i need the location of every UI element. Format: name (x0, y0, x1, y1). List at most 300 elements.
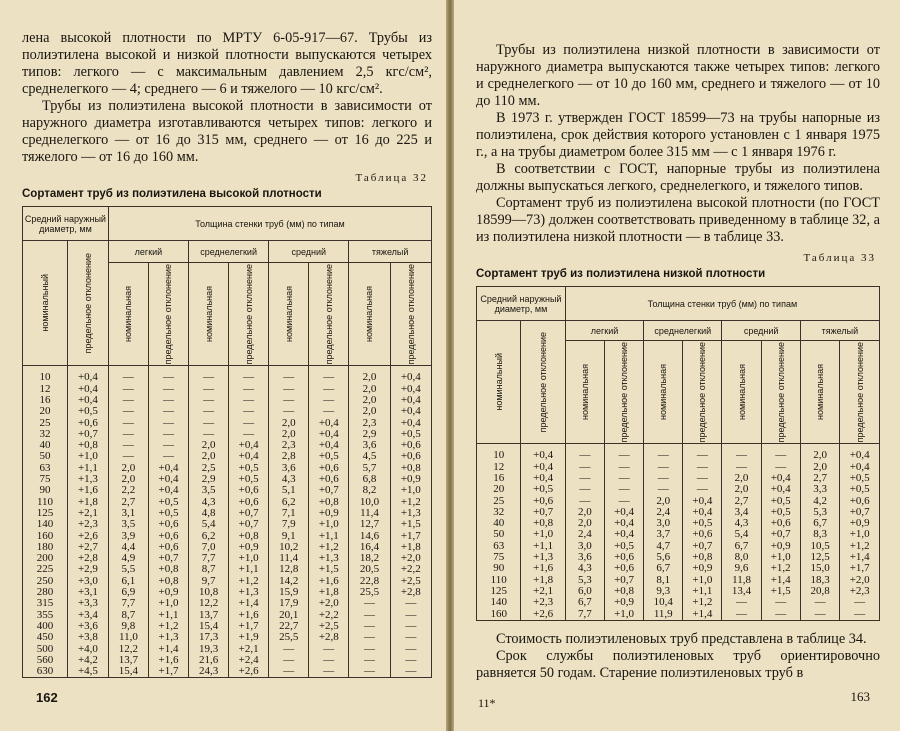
table-cell: 10,2 (269, 542, 309, 553)
table-32 (22, 206, 432, 678)
table-cell: — (229, 406, 269, 417)
table-cell: +2,7 (67, 542, 108, 553)
table-cell: — (229, 395, 269, 406)
table-cell: — (108, 451, 148, 462)
table-cell: 50 (477, 529, 521, 540)
nominal-header: номинальный (39, 274, 50, 332)
table-cell: +0,9 (683, 563, 722, 574)
table-cell: — (390, 666, 431, 678)
type-header: среднелегкий (189, 241, 269, 263)
table-cell: +3,0 (67, 576, 108, 587)
table-cell: 6,2 (269, 497, 309, 508)
table-row (23, 366, 432, 384)
table-cell: +0,6 (148, 542, 188, 553)
table-cell: +4,0 (67, 644, 108, 655)
table-cell: 6,9 (108, 587, 148, 598)
table-cell: +1,0 (521, 529, 565, 540)
table-cell: 2,0 (722, 484, 761, 495)
nominal-header: номинальная (203, 286, 214, 343)
type-header: средний (269, 241, 349, 263)
table-cell: 250 (23, 576, 68, 587)
table-cell: 12 (477, 462, 521, 473)
table-cell: — (722, 462, 761, 473)
table-cell: +1,4 (148, 644, 188, 655)
table-cell: +1,6 (521, 563, 565, 574)
table-cell: 63 (23, 463, 68, 474)
table-cell: — (605, 444, 644, 462)
table-cell: +0,9 (148, 587, 188, 598)
table-cell: +1,8 (390, 542, 431, 553)
table-cell: +0,6 (67, 418, 108, 429)
table-cell: 3,6 (349, 440, 390, 451)
signature-mark: 11* (478, 696, 496, 710)
table-cell: 10,0 (349, 497, 390, 508)
table-cell: 3,9 (108, 531, 148, 542)
nominal-header: номинальная (123, 286, 134, 343)
deviation-header: предельное отклонение (619, 342, 630, 443)
table-cell: 2,0 (800, 444, 840, 462)
table-cell: 630 (23, 666, 68, 678)
table-cell: +0,7 (67, 429, 108, 440)
table-cell: 6,7 (800, 518, 840, 529)
table-cell: 63 (477, 541, 521, 552)
table-cell: 50 (23, 451, 68, 462)
thickness-header: Толщина стенки труб (мм) по типам (108, 207, 431, 241)
table-cell: 4,3 (269, 474, 309, 485)
table-cell: +3,6 (67, 621, 108, 632)
table-cell: +1,1 (67, 463, 108, 474)
table-cell: 110 (477, 575, 521, 586)
table-cell: — (148, 429, 188, 440)
table-cell: 500 (23, 644, 68, 655)
table-cell: +2,6 (229, 666, 269, 678)
table-cell: — (565, 444, 604, 462)
table-cell: +2,0 (309, 598, 349, 609)
table-cell: 12 (23, 384, 68, 395)
table-cell: +2,1 (229, 644, 269, 655)
table-cell: 16 (23, 395, 68, 406)
table-cell: 8,1 (644, 575, 683, 586)
table-cell: 450 (23, 632, 68, 643)
table-cell: +0,4 (67, 384, 108, 395)
table-cell: 6,7 (565, 597, 604, 608)
table-cell: — (683, 444, 722, 462)
table-cell: 18,2 (349, 553, 390, 564)
table-cell: — (269, 644, 309, 655)
table-cell: 4,3 (189, 497, 229, 508)
table-cell: +0,5 (683, 518, 722, 529)
table-cell: 9,3 (644, 586, 683, 597)
table-cell: +1,6 (309, 576, 349, 587)
table-cell: +0,6 (229, 497, 269, 508)
table-cell: +1,5 (390, 519, 431, 530)
table-cell: +0,7 (521, 507, 565, 518)
table-cell: +1,2 (229, 576, 269, 587)
type-header: легкий (565, 321, 643, 341)
table-cell: — (229, 429, 269, 440)
table-cell: 2,7 (800, 473, 840, 484)
table-cell: 9,1 (269, 531, 309, 542)
table-cell: 2,4 (644, 507, 683, 518)
table-cell: 20 (23, 406, 68, 417)
table-cell: 10,8 (189, 587, 229, 598)
table-cell: +0,8 (683, 552, 722, 563)
paragraph: Трубы из полиэтилена высокой плотности в зависимости от наружного диаметра изготавливаются четырех типов: легкого и среднелегкого — от 16 до 315 мм, среднего — от 16 до 225 и тяжелого — от 16 до 160 мм. (22, 98, 432, 165)
table-cell: 15,4 (189, 621, 229, 632)
table-cell: +0,6 (683, 529, 722, 540)
table-cell: — (761, 609, 800, 621)
table-row (23, 666, 432, 678)
table-cell: — (349, 666, 390, 678)
table-body (477, 444, 880, 620)
table-cell: 160 (23, 531, 68, 542)
table-cell: 5,7 (349, 463, 390, 474)
table-cell: — (148, 395, 188, 406)
table-cell: +0,6 (605, 563, 644, 574)
table-cell: +0,6 (309, 474, 349, 485)
table-cell: 10,4 (644, 597, 683, 608)
table-cell: +0,7 (761, 529, 800, 540)
table-cell: 20 (477, 484, 521, 495)
type-header: средний (722, 321, 800, 341)
table-cell: 16 (477, 473, 521, 484)
table-cell: 2,3 (269, 440, 309, 451)
table-row (477, 609, 880, 621)
table-cell: — (605, 496, 644, 507)
table-cell: 4,2 (800, 496, 840, 507)
table-cell: 17,9 (269, 598, 309, 609)
table-body (23, 366, 432, 678)
table-cell: +0,4 (605, 529, 644, 540)
table-cell: 17,3 (189, 632, 229, 643)
table-33 (476, 286, 880, 621)
table-cell: +0,4 (390, 384, 431, 395)
table-cell: 7,0 (189, 542, 229, 553)
type-header: тяжелый (800, 321, 879, 341)
table-cell: +0,8 (148, 576, 188, 587)
table-cell: 3,3 (800, 484, 840, 495)
table-cell: 8,2 (349, 485, 390, 496)
table-cell: — (269, 655, 309, 666)
table-cell: 5,4 (189, 519, 229, 530)
table-cell: — (269, 384, 309, 395)
table-cell: 4,3 (722, 518, 761, 529)
table-cell: 2,9 (349, 429, 390, 440)
table-cell: — (390, 632, 431, 643)
table-cell: 2,0 (269, 418, 309, 429)
table-cell: +1,3 (229, 587, 269, 598)
table-cell: +1,6 (229, 610, 269, 621)
table-cell: +0,5 (148, 497, 188, 508)
table-row (477, 597, 880, 608)
table-cell: — (189, 395, 229, 406)
paragraph: лена высокой плотности по МРТУ 6-05-917—67. Трубы из полиэтилена высокой и низкой плотности выпускаются четырех типов: легкого — с максимальным давлением 2,5 кгс/см², среднелегкого — 4; среднего — 6 и тяжелого — 10 кгс/см². (22, 30, 432, 97)
table-cell: 4,7 (644, 541, 683, 552)
table-cell: 5,5 (108, 564, 148, 575)
table-cell: +0,6 (840, 496, 880, 507)
table-label: Таблица 32 (355, 172, 428, 184)
table-cell: +0,4 (761, 473, 800, 484)
table-cell: +0,7 (605, 575, 644, 586)
table-cell: — (840, 609, 880, 621)
table-cell: +1,1 (229, 564, 269, 575)
table-cell: 2,8 (269, 451, 309, 462)
table-cell: 13,7 (189, 610, 229, 621)
table-cell: +0,4 (521, 462, 565, 473)
table-cell: +0,9 (761, 541, 800, 552)
table-cell: 2,0 (722, 473, 761, 484)
table-cell: +0,5 (309, 451, 349, 462)
table-cell: +1,0 (840, 529, 880, 540)
table-cell: 75 (23, 474, 68, 485)
paragraph: Сортамент труб из полиэтилена высокой плотности (по ГОСТ 18599—73) должен соответствовать приведенному в таблице 32, а из полиэтилена низкой плотности — в таблице 33. (476, 195, 880, 245)
table-cell: +0,6 (521, 496, 565, 507)
table-cell: +2,5 (390, 576, 431, 587)
table-cell: — (309, 655, 349, 666)
table-cell: +0,8 (605, 586, 644, 597)
deviation-header: предельное отклонение (243, 264, 254, 365)
page-number: 163 (850, 689, 870, 704)
type-header: среднелегкий (644, 321, 722, 341)
table-cell: +0,7 (229, 508, 269, 519)
paragraph: В соответствии с ГОСТ, напорные трубы из полиэтилена должны выпускаться легкого, среднелегкого, и тяжелого типов. (476, 161, 880, 194)
table-cell: 2,0 (349, 384, 390, 395)
diameter-header: Средний наружный диаметр, мм (23, 207, 109, 241)
table-cell: 3,4 (722, 507, 761, 518)
table-cell: 11,4 (269, 553, 309, 564)
table-cell: +1,4 (683, 609, 722, 621)
table-cell: +2,3 (67, 519, 108, 530)
table-cell: 6,7 (644, 563, 683, 574)
table-cell: 2,0 (565, 518, 604, 529)
table-cell: — (605, 462, 644, 473)
table-cell: 19,3 (189, 644, 229, 655)
table-cell: — (683, 484, 722, 495)
table-cell: +0,4 (521, 473, 565, 484)
table-cell: +1,7 (148, 666, 188, 678)
table-cell: +4,2 (67, 655, 108, 666)
table-cell: 10,5 (800, 541, 840, 552)
table-cell: +0,4 (309, 429, 349, 440)
table-cell: +0,4 (148, 485, 188, 496)
table-cell: 90 (23, 485, 68, 496)
table-cell: 9,7 (189, 576, 229, 587)
nominal-header: номинальная (283, 286, 294, 343)
table-cell: — (605, 484, 644, 495)
table-cell: +1,2 (683, 597, 722, 608)
table-cell: 15,0 (800, 563, 840, 574)
table-cell: 90 (477, 563, 521, 574)
table-cell: — (390, 621, 431, 632)
table-cell: 3,6 (269, 463, 309, 474)
table-cell: 22,8 (349, 576, 390, 587)
table-cell: +1,0 (390, 485, 431, 496)
table-cell: 2,4 (565, 529, 604, 540)
table-title: Сортамент труб из полиэтилена низкой плотности (476, 268, 766, 280)
table-cell: +1,2 (390, 497, 431, 508)
table-cell: +1,2 (309, 542, 349, 553)
table-cell: +0,5 (229, 474, 269, 485)
table-cell: +0,5 (67, 406, 108, 417)
table-cell: 3,6 (565, 552, 604, 563)
table-cell: 5,3 (565, 575, 604, 586)
table-cell: +0,4 (840, 444, 880, 462)
deviation-header: предельное отклонение (405, 264, 416, 365)
table-cell: — (108, 429, 148, 440)
table-cell: — (644, 462, 683, 473)
table-cell: — (605, 473, 644, 484)
table-cell: +2,6 (521, 609, 565, 621)
nominal-header: номинальная (364, 286, 375, 343)
table-cell: +0,4 (229, 440, 269, 451)
table-cell: 7,7 (565, 609, 604, 621)
table-cell: +0,6 (229, 485, 269, 496)
table-cell: — (108, 440, 148, 451)
table-cell: +0,8 (148, 564, 188, 575)
table-cell: 24,3 (189, 666, 229, 678)
table-cell: 6,8 (349, 474, 390, 485)
table-cell: — (565, 484, 604, 495)
table-cell: +1,1 (683, 586, 722, 597)
deviation-header: предельное отклонение (323, 264, 334, 365)
table-cell: 2,0 (565, 507, 604, 518)
table-cell: 4,3 (565, 563, 604, 574)
table-cell: 15,9 (269, 587, 309, 598)
table-cell: +0,4 (390, 395, 431, 406)
table-cell: 11,8 (722, 575, 761, 586)
table-cell: +0,7 (229, 519, 269, 530)
table-cell: 2,0 (189, 451, 229, 462)
table-cell: +0,4 (309, 418, 349, 429)
table-cell: — (349, 632, 390, 643)
table-cell: +1,3 (67, 474, 108, 485)
table-cell: — (108, 418, 148, 429)
nominal-header: номинальная (815, 364, 826, 421)
table-cell: 2,9 (189, 474, 229, 485)
table-cell: 7,1 (269, 508, 309, 519)
table-cell: — (390, 644, 431, 655)
table-cell: +0,5 (148, 508, 188, 519)
table-cell: +1,0 (309, 519, 349, 530)
table-cell: — (269, 366, 309, 384)
table-cell: — (390, 655, 431, 666)
table-cell: +0,6 (390, 440, 431, 451)
table-row (23, 519, 432, 530)
table-cell: +1,6 (67, 485, 108, 496)
table-cell: 8,7 (108, 610, 148, 621)
table-cell: +2,0 (840, 575, 880, 586)
deviation-header: предельное отклонение (775, 342, 786, 443)
book-gutter (446, 0, 454, 731)
table-cell: +1,0 (229, 553, 269, 564)
table-cell: 25 (477, 496, 521, 507)
table-cell: +0,4 (761, 484, 800, 495)
table-cell: +2,5 (309, 621, 349, 632)
table-cell: 160 (477, 609, 521, 621)
table-cell: 8,7 (189, 564, 229, 575)
table-cell: — (269, 395, 309, 406)
table-cell: +2,8 (67, 553, 108, 564)
table-cell: 10 (477, 444, 521, 462)
table-cell: +2,8 (390, 587, 431, 598)
table-cell: +2,3 (521, 597, 565, 608)
table-cell: — (148, 366, 188, 384)
table-cell: 2,3 (349, 418, 390, 429)
table-cell: — (309, 366, 349, 384)
table-cell: +0,4 (683, 496, 722, 507)
table-cell: — (148, 440, 188, 451)
table-row (23, 632, 432, 643)
table-row (23, 598, 432, 609)
table-cell: +1,2 (840, 541, 880, 552)
table-cell: 11,4 (349, 508, 390, 519)
table-cell: +1,7 (840, 563, 880, 574)
table-cell: 125 (477, 586, 521, 597)
table-cell: +1,7 (390, 531, 431, 542)
table-cell: 2,7 (722, 496, 761, 507)
table-cell: 2,0 (108, 474, 148, 485)
table-cell: — (309, 384, 349, 395)
table-cell: 2,7 (108, 497, 148, 508)
table-row (477, 563, 880, 574)
table-cell: +0,7 (309, 485, 349, 496)
table-cell: 280 (23, 587, 68, 598)
table-cell: — (390, 598, 431, 609)
table-cell: — (269, 666, 309, 678)
table-cell: — (800, 609, 840, 621)
table-cell: +0,4 (521, 444, 565, 462)
paragraph: В 1973 г. утвержден ГОСТ 18599—73 на трубы напорные из полиэтилена, срок действия которого установлен с 1 января 1975 г., а на трубы диаметром более 315 мм — с 1 января 1976 г. (476, 110, 880, 160)
table-cell: +3,1 (67, 587, 108, 598)
table-cell: 3,0 (644, 518, 683, 529)
table-cell: 11,0 (108, 632, 148, 643)
table-cell: +1,0 (67, 451, 108, 462)
deviation-header: предельное отклонение (854, 342, 865, 443)
table-row (23, 485, 432, 496)
table-cell: +1,0 (683, 575, 722, 586)
table-cell: — (800, 597, 840, 608)
table-cell: — (309, 395, 349, 406)
right-page (454, 0, 900, 731)
deviation-header: предельное отклонение (82, 253, 93, 354)
table-cell: — (108, 395, 148, 406)
table-cell: +0,7 (148, 553, 188, 564)
paragraph: Трубы из полиэтилена низкой плотности в зависимости от наружного диаметра выпускаются также четырех типов: легкого и среднелегкого — от 10 до 160 мм, среднего и тяжелого — от 10 до 110 мм. (476, 42, 880, 109)
table-cell: +0,7 (840, 507, 880, 518)
table-cell: +1,0 (148, 598, 188, 609)
table-cell: +0,9 (840, 518, 880, 529)
table-cell: 12,2 (189, 598, 229, 609)
table-cell: 13,7 (108, 655, 148, 666)
table-cell: 4,5 (349, 451, 390, 462)
table-cell: 355 (23, 610, 68, 621)
table-cell: +0,5 (761, 507, 800, 518)
table-cell: — (644, 484, 683, 495)
table-cell: +2,6 (67, 531, 108, 542)
table-cell: 12,5 (800, 552, 840, 563)
table-cell: +2,3 (840, 586, 880, 597)
table-cell: 7,7 (108, 598, 148, 609)
table-cell: +1,5 (761, 586, 800, 597)
table-cell: 400 (23, 621, 68, 632)
table-cell: 125 (23, 508, 68, 519)
table-cell: 2,2 (108, 485, 148, 496)
table-cell: +0,5 (605, 541, 644, 552)
table-cell: +1,5 (309, 564, 349, 575)
table-cell: 11,9 (644, 609, 683, 621)
table-cell: +0,8 (521, 518, 565, 529)
table-cell: +0,6 (390, 451, 431, 462)
